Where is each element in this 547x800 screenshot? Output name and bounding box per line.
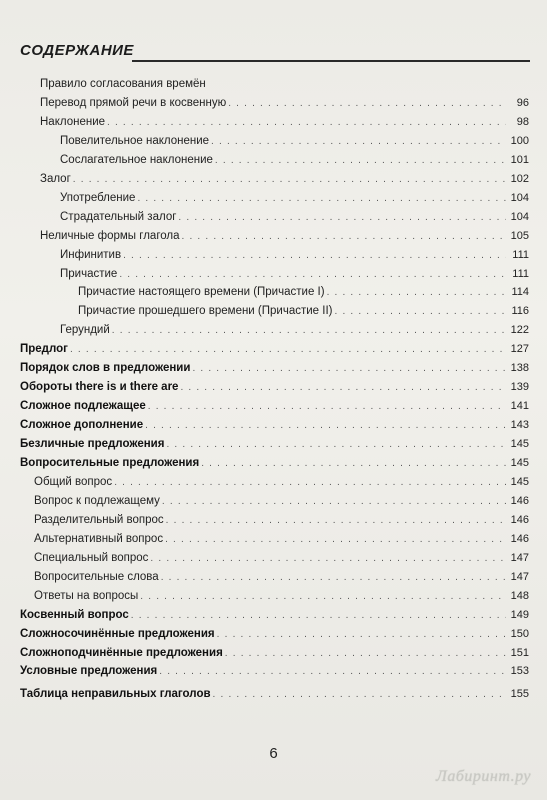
toc-leader-dots — [162, 493, 506, 510]
toc-entry-page: 104 — [510, 210, 529, 223]
toc-leader-dots — [178, 209, 506, 226]
toc-entry — [34, 531, 529, 548]
toc-entry — [20, 360, 529, 377]
toc-entry-page: 102 — [510, 172, 529, 185]
toc-entry-title: Сложносочинённые предложения — [20, 627, 215, 640]
toc-entry — [60, 247, 529, 264]
toc-entry-title: Герундий — [60, 324, 110, 337]
toc-leader-dots — [180, 379, 506, 396]
toc-leader-dots — [131, 607, 506, 624]
toc-entry-title: Причастие — [60, 267, 118, 280]
toc-entry — [78, 303, 529, 320]
toc-entry-page: 153 — [510, 665, 529, 678]
toc-entry — [20, 398, 529, 415]
toc-entry — [60, 133, 529, 150]
toc-leader-dots — [334, 303, 506, 320]
toc-leader-dots — [211, 133, 506, 150]
toc-entry-title: Разделительный вопрос — [34, 513, 164, 526]
toc-entry-title: Вопрос к подлежащему — [34, 494, 160, 507]
toc-entry-title: Сложноподчинённые предложения — [20, 646, 223, 659]
toc-entry — [34, 493, 529, 510]
toc-entry — [20, 607, 529, 624]
toc-leader-dots — [148, 398, 506, 415]
toc-entry — [60, 266, 529, 283]
toc-leader-dots — [119, 266, 506, 283]
page-title: СОДЕРЖАНИЕ — [20, 42, 134, 59]
toc-leader-dots — [165, 531, 506, 548]
toc-leader-dots — [73, 171, 506, 188]
toc-entry-title: Сослагательное наклонение — [60, 153, 213, 166]
toc-entry-page: 122 — [510, 324, 529, 337]
toc-leader-dots — [215, 152, 506, 169]
toc-entry-page: 155 — [510, 688, 529, 700]
toc-entry — [20, 686, 529, 703]
toc-entry-page: 143 — [510, 419, 529, 432]
toc-entry-title: Порядок слов в предложении — [20, 362, 191, 375]
toc-entry-page: 146 — [510, 532, 529, 545]
toc-entry — [40, 171, 529, 188]
page-number: 6 — [269, 745, 278, 762]
toc-entry — [40, 228, 529, 245]
toc-entry — [20, 455, 529, 472]
toc-entry-title: Таблица неправильных глаголов — [20, 688, 211, 700]
toc-leader-dots — [140, 588, 506, 605]
toc-entry — [40, 76, 529, 93]
toc-entry-title: Сложное подлежащее — [20, 400, 146, 413]
toc-entry-page: 127 — [510, 343, 529, 356]
toc-entry — [34, 569, 529, 586]
toc-leader-dots — [182, 228, 506, 245]
toc-entry-page: 100 — [510, 134, 529, 147]
toc-entry-page: 149 — [510, 608, 529, 621]
toc-entry-title: Причастие настоящего времени (Причастие I) — [78, 286, 325, 299]
toc-leader-dots — [107, 114, 506, 131]
toc-entry-title: Альтернативный вопрос — [34, 532, 164, 545]
toc-entry-title: Повелительное наклонение — [60, 134, 210, 147]
toc-entry-page: 145 — [510, 438, 529, 451]
toc-leader-dots — [201, 455, 506, 472]
toc-entry-title: Вопросительные предложения — [20, 457, 200, 469]
toc-entry — [34, 588, 529, 605]
toc-entry-page: 145 — [510, 475, 529, 488]
toc-entry-page: 139 — [510, 381, 529, 394]
toc-entry-title: Условные предложения — [20, 665, 158, 678]
toc-entry-page: 104 — [510, 191, 529, 204]
toc-entry — [78, 284, 529, 301]
toc-leader-dots — [166, 436, 506, 453]
toc-leader-dots — [123, 247, 506, 264]
toc-entry — [20, 341, 529, 358]
toc-entry-page: 147 — [510, 551, 529, 564]
toc-entry-title: Сложное дополнение — [20, 419, 144, 432]
toc-entry-title: Залог — [40, 172, 71, 185]
toc-entry-page: 147 — [510, 570, 529, 583]
toc-leader-dots — [70, 341, 506, 358]
toc-entry-page: 101 — [510, 153, 529, 166]
toc-leader-dots — [114, 474, 506, 491]
toc-entry-title: Страдательный залог — [60, 210, 177, 223]
toc-entry-title: Употребление — [60, 191, 136, 204]
toc-entry — [20, 436, 529, 453]
toc-entry-page: 114 — [511, 286, 529, 299]
toc-leader-dots — [217, 626, 506, 643]
toc-entry — [60, 209, 529, 226]
toc-entry-title: Причастие прошедшего времени (Причастие II) — [78, 305, 333, 318]
toc-entry — [40, 95, 529, 112]
toc-entry — [20, 379, 529, 396]
toc-leader-dots — [145, 417, 506, 434]
toc-leader-dots — [192, 360, 506, 377]
watermark-logo: Лабиринт.ру — [436, 768, 531, 785]
toc-entry-title: Неличные формы глагола — [40, 229, 180, 242]
toc-entry-title: Обороты there is и there are — [20, 381, 179, 394]
toc-entry-title: Предлог — [20, 343, 68, 356]
toc-entry — [20, 645, 529, 662]
toc-entry-page: 148 — [510, 589, 529, 602]
toc-entry-title: Вопросительные слова — [34, 570, 159, 583]
toc-leader-dots — [225, 645, 506, 662]
toc-entry — [34, 550, 529, 567]
toc-entry-page: 98 — [516, 115, 529, 128]
toc-entry-title: Специальный вопрос — [34, 551, 149, 564]
toc-leader-dots — [159, 663, 506, 680]
toc-leader-dots — [150, 550, 506, 567]
toc-entry — [40, 114, 529, 131]
toc-entry — [34, 512, 529, 529]
toc-entry-page: 111 — [512, 267, 529, 280]
toc-entry-title: Перевод прямой речи в косвенную — [40, 96, 227, 109]
toc-entry — [20, 663, 529, 680]
toc-leader-dots — [213, 686, 506, 703]
toc-leader-dots — [112, 322, 506, 339]
toc-entry-title: Общий вопрос — [34, 475, 113, 488]
toc-entry-page: 146 — [510, 494, 529, 507]
toc-leader-dots — [166, 512, 506, 529]
toc-entry-page: 116 — [511, 305, 529, 318]
toc-entry — [34, 474, 529, 491]
toc-entry-page: 146 — [510, 513, 529, 526]
toc-entry — [20, 417, 529, 434]
toc-leader-dots — [137, 190, 506, 207]
toc-entry-title: Правило согласования времён — [40, 78, 206, 90]
toc-entry — [60, 322, 529, 339]
toc-entry-page: 150 — [510, 627, 529, 640]
toc-entry-page: 141 — [510, 400, 529, 413]
toc-entry-page: 96 — [516, 96, 529, 109]
toc-entry-page: 138 — [510, 362, 529, 375]
toc-entry-page: 151 — [510, 646, 529, 659]
toc-entry-title: Ответы на вопросы — [34, 589, 139, 602]
toc-entry-page: 111 — [512, 248, 529, 261]
toc-leader-dots — [327, 284, 506, 301]
toc-entry-title: Инфинитив — [60, 248, 122, 261]
toc-leader-dots — [228, 95, 506, 112]
toc-leader-dots — [161, 569, 506, 586]
toc-entry-title: Косвенный вопрос — [20, 608, 129, 621]
toc-entry — [60, 190, 529, 207]
toc-entry-title: Наклонение — [40, 115, 106, 128]
toc-entry-title: Безличные предложения — [20, 438, 165, 451]
toc-entry-page: 145 — [510, 457, 529, 469]
toc-entry-page: 105 — [510, 229, 529, 242]
toc-entry — [60, 152, 529, 169]
toc-entry — [20, 626, 529, 643]
